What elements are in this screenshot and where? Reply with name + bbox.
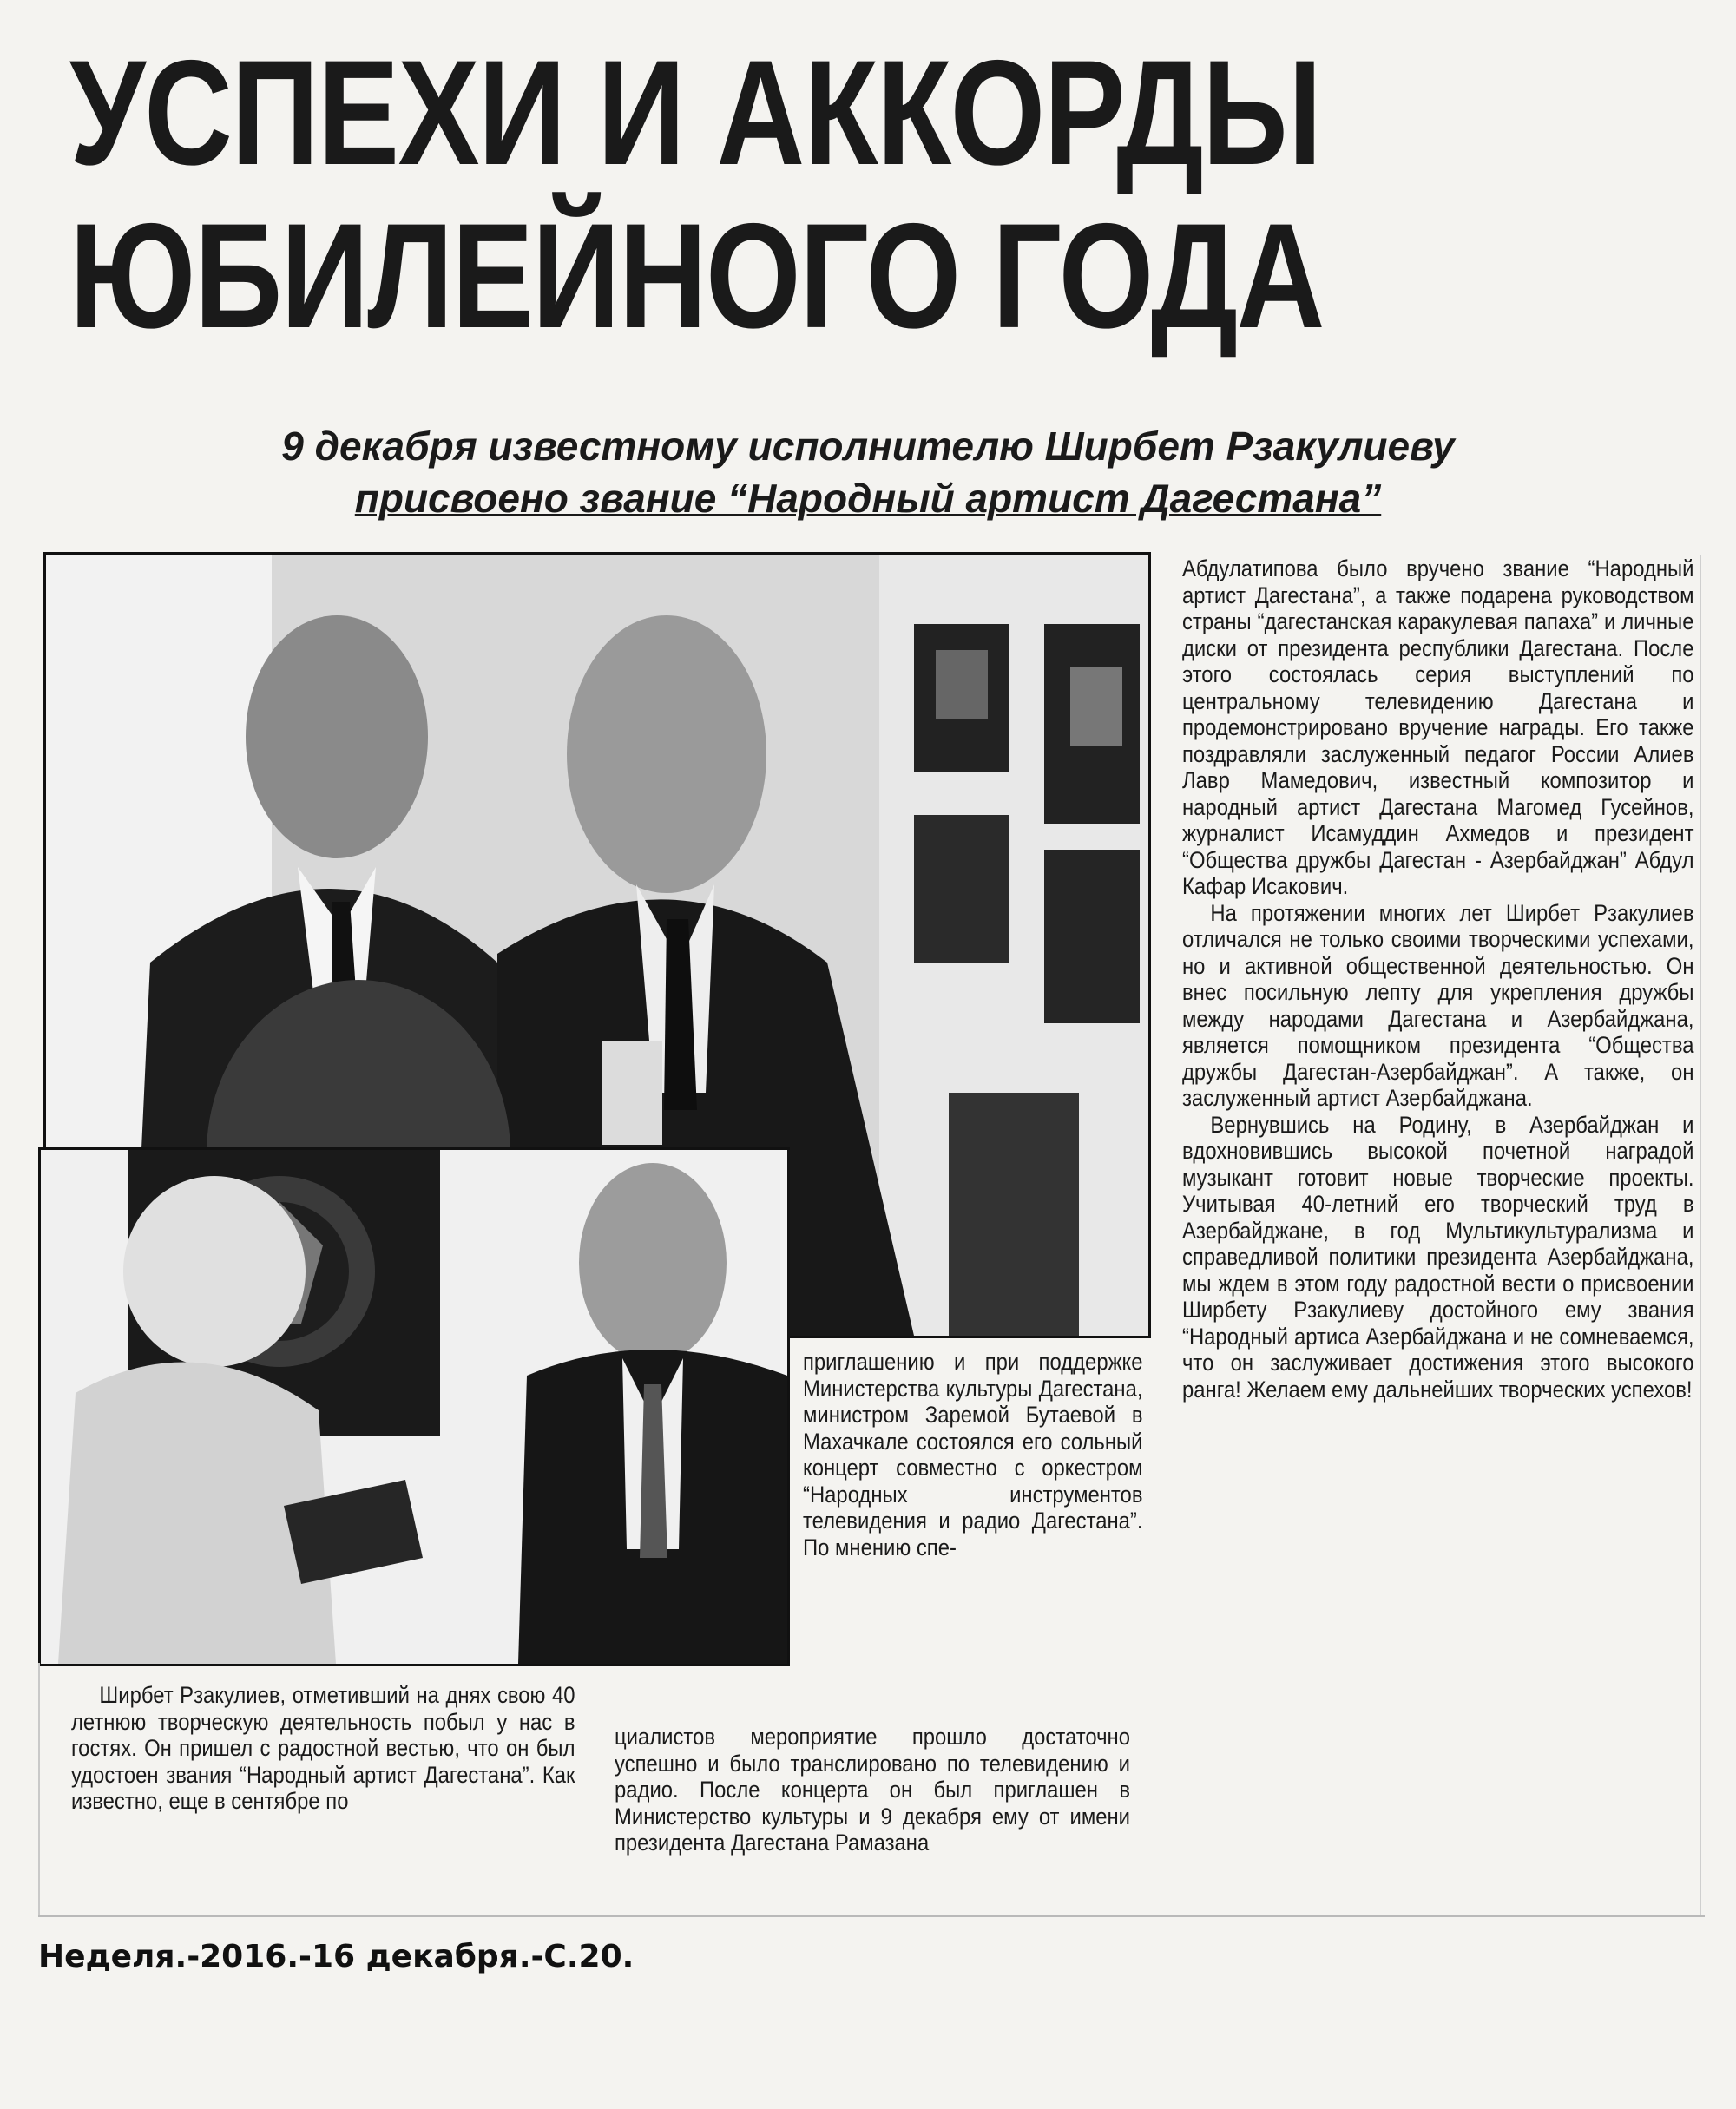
article-bottom-middle-column	[615, 1724, 1130, 1856]
article-bottom-left-column	[71, 1682, 575, 1815]
subheadline-line-2	[0, 474, 1736, 522]
right-paragraph-3: Вернувшись на Родину, в Азербайджан и вдохновившись высокой почетной наградой музыкант готовит новые творческие проекты. Учитывая 40-летний его творческий труд в Азербайджане, в год Мультикультурализма и справедливой политики президента Азербайджана, мы ждем в этом году радостной вести о присвоении Ширбету Рзакулиеву достойного ему звания “Народный артиса Азербайджана и не сомневаемся, что он заслуживает достижения этого высокого ранга! Желаем ему дальнейших творческих успехов!	[1182, 1111, 1694, 1403]
subheadline-line-2-text: присвоено звание “Народный артист Дагестана”	[354, 476, 1382, 521]
headline-line-1: УСПЕХИ И АККОРДЫ	[69, 30, 1321, 196]
bottom-middle-paragraph: циалистов мероприятие прошло достаточно успешно и было транслировано по телевидению и радио. После концерта он был приглашен в Министерство культуры и 9 декабря ему от имени президента Дагестана Рамазана	[615, 1724, 1130, 1856]
right-paragraph-1: Абдулатипова было вручено звание “Народный артист Дагестана”, а также подарена руководством страны “дагестанская каракулевая папаха” и личные диски от президента республики Дагестана. После этого состоялась серия выступлений по центральному телевидению Дагестана и продемонстрировано вручение награды. Его также поздравляли заслуженный педагог России Алиев Лавр Мамедович, известный композитор и народный артист Дагестана Магомед Гусейнов, журналист Исамуддин Ахмедов и президент “Общества дружбы Дагестан - Азербайджан” Абдул Кафар Исакович.	[1182, 555, 1694, 899]
right-paragraph-2: На протяжении многих лет Ширбет Рзакулиев отличался не только своими творческими успехами, но и активной общественной деятельностью. Он внес посильную лепту для укрепления дружбы между народами Дагестана и Азербайджана, является помощником президента “Общества дружбы Дагестан-Азербайджан”. А также, он заслуженный артист Азербайджана.	[1182, 899, 1694, 1111]
article-right-column	[1182, 555, 1694, 1403]
left-frame-rule	[38, 1663, 40, 1915]
middle-paragraph: приглашению и при поддержке Министерства культуры Дагестана, министром Заремой Бутаевой в Махачкале состоялся его сольный концерт совместно с оркестром “Народных инструментов телевидения и радио Дагестана”. По мнению спе-	[803, 1349, 1143, 1560]
article-middle-column	[803, 1349, 1143, 1560]
photo-award	[38, 1147, 790, 1666]
subheadline-line-1: 9 декабря известному исполнителю Ширбет Рзакулиеву	[281, 424, 1455, 469]
photo-award-image	[41, 1150, 787, 1664]
bottom-frame-rule	[38, 1915, 1705, 1917]
headline-line-2: ЮБИЛЕЙНОГО ГОДА	[69, 193, 1324, 359]
bottom-left-paragraph: Ширбет Рзакулиев, отметивший на днях свою 40 летнюю творческую деятельность побыл у нас в гостях. Он пришел с радостной вестью, что он был удостоен звания “Народный артист Дагестана”. Как известно, еще в сентябре по	[71, 1682, 575, 1814]
source-citation: Неделя.-2016.-16 декабря.-С.20.	[38, 1939, 635, 1974]
right-frame-rule	[1700, 555, 1701, 1915]
